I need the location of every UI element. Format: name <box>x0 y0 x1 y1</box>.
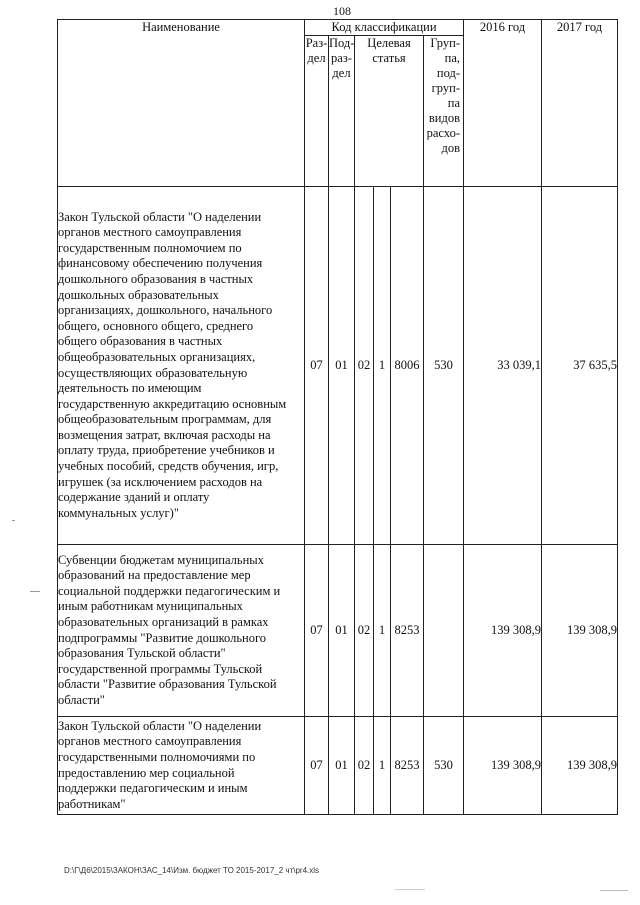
header-year-2016: 2016 год <box>464 20 542 187</box>
header-subsection: Под- раз- дел <box>329 36 355 187</box>
row-amount-2016: 139 308,9 <box>464 545 542 717</box>
row-amount-2017: 139 308,9 <box>542 717 618 815</box>
row-expense-group <box>424 545 464 717</box>
row-target-subprogram: 1 <box>374 187 391 545</box>
scan-speck <box>395 889 425 890</box>
row-section: 07 <box>305 545 329 717</box>
table-row <box>58 717 618 815</box>
header-target-item: Целевая статья <box>355 36 424 187</box>
row-target-program: 02 <box>355 545 374 717</box>
row-section: 07 <box>305 717 329 815</box>
row-target-direction: 8006 <box>391 187 424 545</box>
header-expense-group: Груп- па, под- груп- па видов расхо- дов <box>424 36 464 187</box>
page-number: 108 <box>333 4 351 18</box>
table-row <box>58 187 618 545</box>
row-target-program: 02 <box>355 187 374 545</box>
row-subsection: 01 <box>329 187 355 545</box>
scan-speck <box>600 890 628 891</box>
row-expense-group: 530 <box>424 187 464 545</box>
row-amount-2016: 33 039,1 <box>464 187 542 545</box>
table-row <box>58 545 618 717</box>
row-target-subprogram: 1 <box>374 717 391 815</box>
budget-table <box>57 19 618 815</box>
row-subsection: 01 <box>329 545 355 717</box>
row-name: Закон Тульской области "О наделении органов местного самоуправления государственными полномочиями по предоставлению мер социальной поддержки педагогическим и иным работникам" <box>58 717 305 815</box>
row-target-subprogram: 1 <box>374 545 391 717</box>
row-section: 07 <box>305 187 329 545</box>
file-path-footer: D:\Г\Д6\2015\ЗАКОН\ЗАС_14\Изм. бюджет ТО 2015-2017_2 чт\pr4.xls <box>64 866 320 875</box>
row-expense-group: 530 <box>424 717 464 815</box>
scan-speck <box>30 591 40 592</box>
scan-speck <box>12 520 15 521</box>
header-name: Наименование <box>58 20 305 187</box>
row-target-program: 02 <box>355 717 374 815</box>
header-classification-code: Код классификации <box>305 20 464 36</box>
row-target-direction: 8253 <box>391 717 424 815</box>
header-year-2017: 2017 год <box>542 20 618 187</box>
row-amount-2017: 37 635,5 <box>542 187 618 545</box>
row-subsection: 01 <box>329 717 355 815</box>
row-target-direction: 8253 <box>391 545 424 717</box>
row-name: Субвенции бюджетам муниципальных образований на предоставление мер социальной поддержки педагогическим и иным работникам муниципальных образовательных организаций в рамках подпрограммы "Развитие дошкольного образования Тульской области" государственной программы Тульской области "Развитие образования Тульской области" <box>58 545 305 717</box>
row-amount-2017: 139 308,9 <box>542 545 618 717</box>
row-name: Закон Тульской области "О наделении органов местного самоуправления государственным полномочием по финансовому обеспечению получения дошкольного образования в частных дошкольных образовательных организациях, дошкольного, начального общего, основного общего, среднего общего образования в частных общеобразовательных организациях, осуществляющих образовательную деятельность по имеющим государственную аккредитацию основным общеобразовательным программам, для возмещения затрат, включая расходы на оплату труда, приобретение учебников и учебных пособий, средств обучения, игр, игрушек (за исключением расходов на содержание зданий и оплату коммунальных услуг)" <box>58 187 305 545</box>
row-amount-2016: 139 308,9 <box>464 717 542 815</box>
header-section: Раз- дел <box>305 36 329 187</box>
